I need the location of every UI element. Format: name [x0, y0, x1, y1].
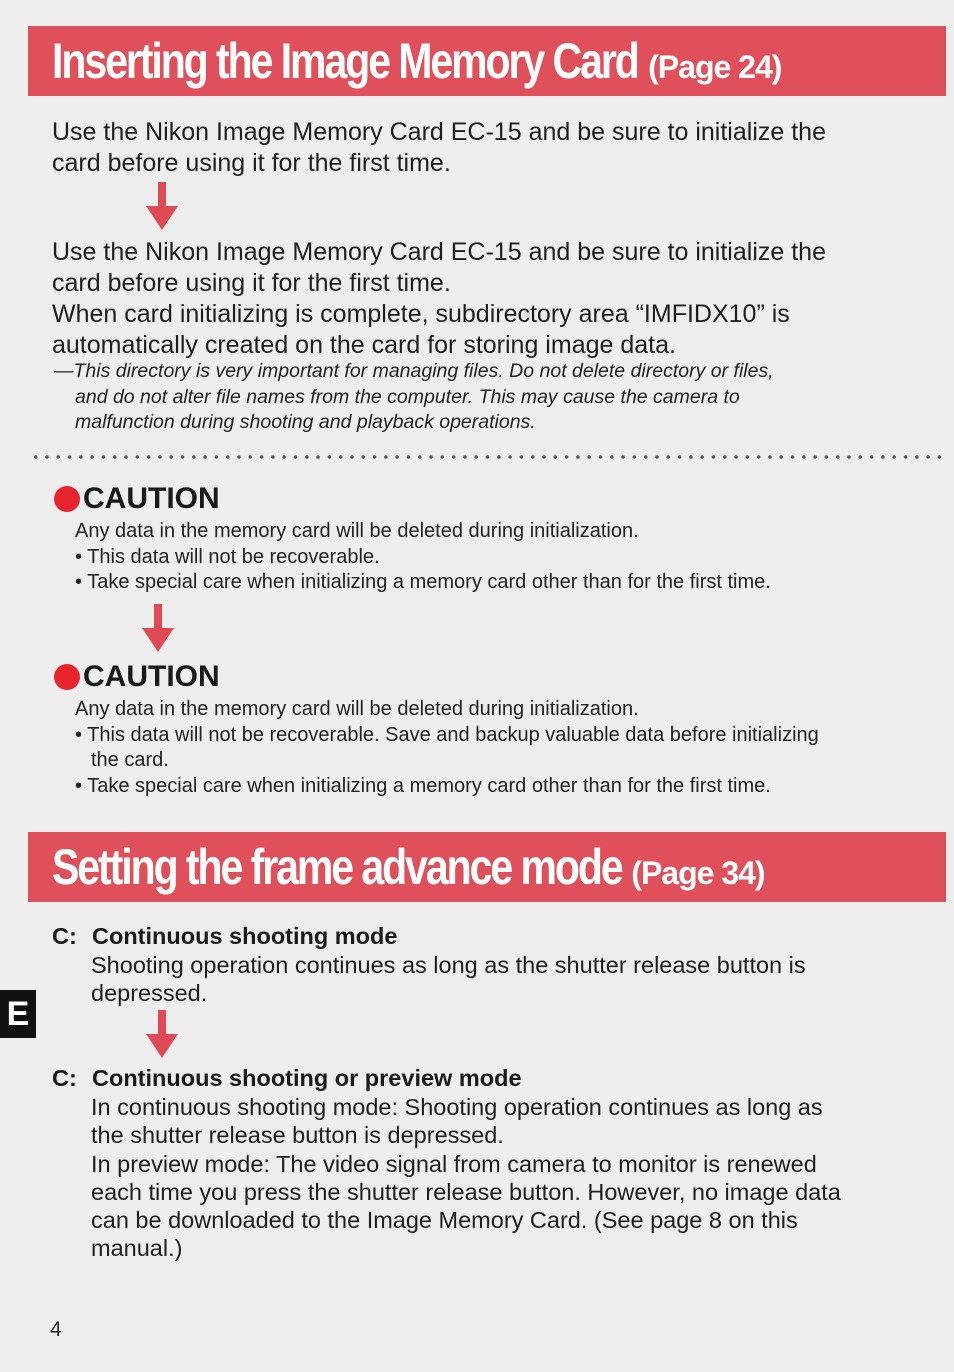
- text-line: When card initializing is complete, subdirectory area “IMFIDX10” is: [52, 300, 790, 328]
- mode-title: Continuous shooting mode: [92, 923, 398, 949]
- section-title: Inserting the Image Memory Card: [52, 33, 638, 89]
- text-line: manual.): [91, 1235, 183, 1262]
- caution-bullet: • This data will not be recoverable. Save and backup valuable data before initializing: [75, 723, 819, 746]
- section-page-ref: (Page 34): [631, 855, 765, 891]
- text-line: Use the Nikon Image Memory Card EC-15 and be sure to initialize the: [52, 238, 826, 266]
- page-number: 4: [50, 1318, 62, 1341]
- text-line: can be downloaded to the Image Memory Card. (See page 8 on this: [91, 1207, 798, 1234]
- mode-heading: [52, 922, 397, 950]
- caution-bullet-continued: the card.: [91, 749, 169, 771]
- caution-body: [75, 519, 925, 596]
- caution-bullet: • Take special care when initializing a memory card other than for the first time.: [75, 571, 771, 593]
- text-line: automatically created on the card for storing image data.: [52, 331, 676, 359]
- caution-label: CAUTION: [83, 482, 220, 515]
- text-line: each time you press the shutter release button. However, no image data: [91, 1178, 841, 1205]
- text-line: Use the Nikon Image Memory Card EC-15 and be sure to initialize the: [52, 118, 826, 146]
- section-banner-memory-card: [28, 26, 946, 96]
- caution-heading: [54, 660, 220, 694]
- caution-intro: Any data in the memory card will be deleted during initialization.: [75, 698, 639, 720]
- caution-dot-icon: [54, 664, 80, 690]
- section-banner-frame-advance: [28, 832, 946, 902]
- note-line: —This directory is very important for managing files. Do not delete directory or files,: [54, 360, 774, 382]
- caution-bullet: • This data will not be recoverable.: [75, 545, 380, 568]
- caution-heading: [54, 482, 220, 516]
- mode-key: C:: [52, 1065, 77, 1091]
- language-tab: E: [0, 990, 36, 1038]
- text-line: In preview mode: The video signal from camera to monitor is renewed: [91, 1150, 817, 1177]
- arrow-down-icon: [142, 182, 182, 232]
- caution-intro: Any data in the memory card will be deleted during initialization.: [75, 520, 639, 542]
- text-line: the shutter release button is depressed.: [91, 1122, 504, 1149]
- mode-description: [91, 951, 911, 1008]
- paragraph-revised: [52, 237, 932, 361]
- note-line: malfunction during shooting and playback operations.: [75, 411, 536, 433]
- text-line: card before using it for the first time.: [52, 149, 451, 177]
- paragraph-original: [52, 117, 932, 179]
- caution-bullet: • Take special care when initializing a memory card other than for the first time.: [75, 774, 771, 797]
- mode-heading: [52, 1064, 522, 1092]
- mode-description: [91, 1093, 911, 1263]
- mode-key: C:: [52, 923, 77, 949]
- text-line: Shooting operation continues as long as the shutter release button is: [91, 952, 806, 978]
- mode-title: Continuous shooting or preview mode: [92, 1065, 522, 1091]
- note-line: and do not alter file names from the computer. This may cause the camera to: [75, 385, 740, 408]
- directory-note: [52, 359, 912, 436]
- caution-label: CAUTION: [83, 660, 220, 693]
- section-title: Setting the frame advance mode: [52, 839, 622, 895]
- caution-dot-icon: [54, 486, 80, 512]
- arrow-down-icon: [138, 604, 178, 654]
- text-line: In continuous shooting mode: Shooting operation continues as long as: [91, 1094, 823, 1120]
- dotted-divider: [30, 455, 942, 459]
- caution-body: [75, 697, 925, 799]
- text-line: depressed.: [91, 980, 208, 1007]
- text-line: card before using it for the first time.: [52, 269, 451, 297]
- arrow-down-icon: [142, 1010, 182, 1060]
- section-page-ref: (Page 24): [648, 49, 782, 85]
